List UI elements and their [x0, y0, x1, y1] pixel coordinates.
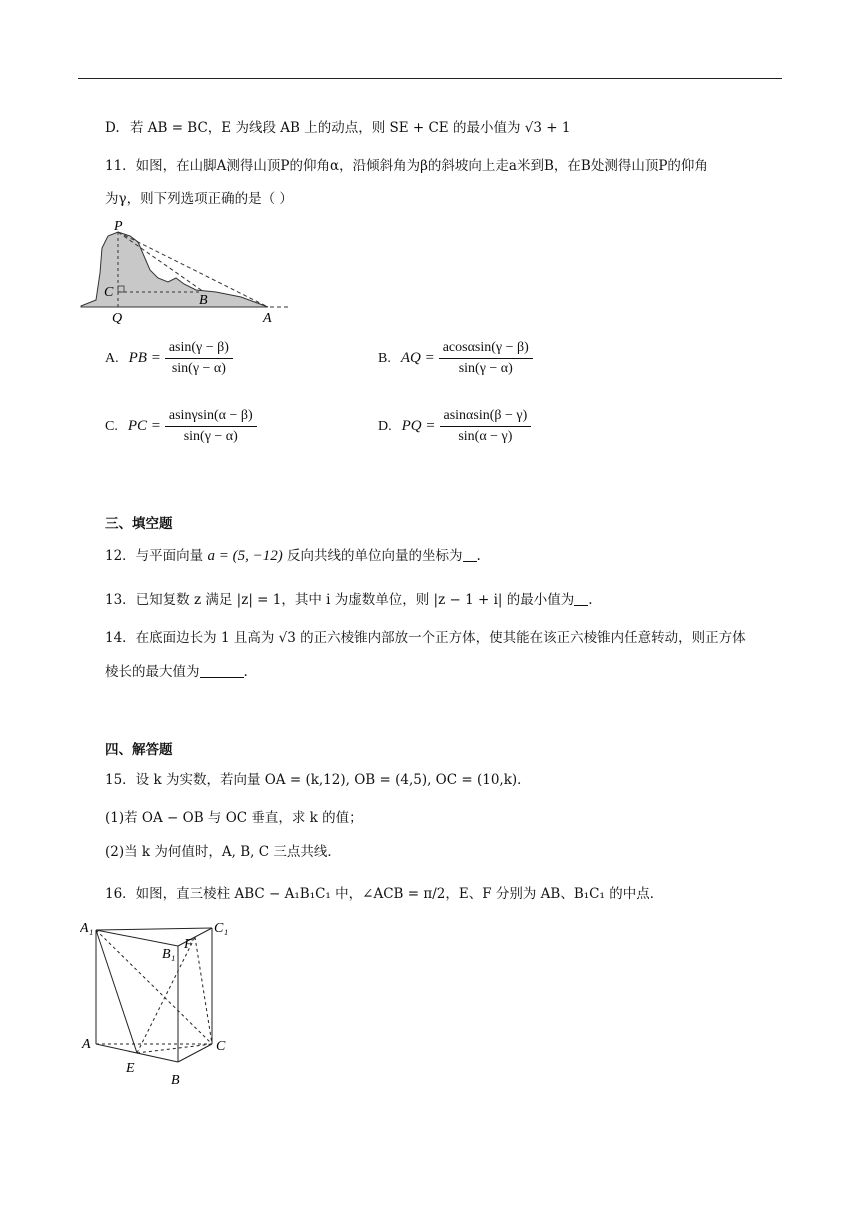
q14-line2: 棱长的最大值为 .	[105, 664, 248, 680]
label-Q: Q	[112, 311, 123, 326]
q11-option-a-den: sin(γ − α)	[171, 361, 226, 376]
label-C: C	[216, 1039, 226, 1054]
label-A: A	[263, 311, 272, 326]
q11-option-b	[378, 340, 533, 377]
q11-option-a-num: asin(γ − β)	[165, 340, 233, 359]
header-rule	[78, 78, 782, 79]
q12-text-after: 反向共线的单位向量的坐标为	[282, 548, 463, 564]
q11-option-c-lhs: PC =	[127, 418, 161, 434]
label-B1: B₁	[162, 947, 176, 962]
q14-line1: 14．在底面边长为 1 且高为 √3 的正六棱锥内部放一个正方体，使其能在该正六棱锥内任意转动，则正方体	[105, 630, 746, 646]
label-B: B	[199, 293, 208, 308]
q11-stem-line1: 11．如图，在山脚A测得山顶P的仰角α，沿倾斜角为β的斜坡向上走a米到B，在B处测得山顶P的仰角	[105, 158, 708, 174]
q12-answer-blank	[463, 547, 477, 562]
q11-option-b-lhs: AQ =	[400, 350, 435, 366]
q11-option-c-num: asinγsin(α − β)	[165, 408, 257, 427]
q12: 12．与平面向量 a = (5, −12) 反向共线的单位向量的坐标为 .	[105, 548, 481, 564]
q10-option-d	[105, 118, 570, 138]
label-P: P	[114, 219, 123, 234]
section-solve-title: 四、解答题	[105, 742, 173, 758]
q10-option-d-label: D.	[105, 120, 120, 136]
label-A1: A₁	[80, 921, 94, 936]
q11-mountain-figure	[76, 218, 296, 328]
q11-option-c-den: sin(γ − α)	[183, 429, 238, 444]
q13-answer-blank	[574, 591, 588, 606]
q12-vector: a = (5, −12)	[207, 548, 283, 564]
q11-option-b-den: sin(γ − α)	[458, 361, 513, 376]
q11-option-d-label: D.	[378, 418, 392, 434]
label-A: A	[82, 1037, 91, 1052]
q11-option-d-lhs: PQ =	[401, 418, 436, 434]
q15-part2: (2)当 k 为何值时，A, B, C 三点共线．	[105, 844, 341, 860]
q11-option-c	[105, 408, 257, 445]
q13-text: 13．已知复数 z 满足 |z| = 1，其中 i 为虚数单位，则 |z − 1 + i| 的最小值为	[105, 592, 575, 608]
q11-option-b-label: B.	[378, 350, 391, 366]
q11-option-b-num: acosαsin(γ − β)	[439, 340, 533, 359]
q11-stem-line2: 为γ，则下列选项正确的是（ ）	[105, 191, 293, 207]
q15-part1: (1)若 OA − OB 与 OC 垂直，求 k 的值；	[105, 810, 363, 826]
label-F: F	[184, 937, 193, 952]
label-C1: C₁	[214, 921, 229, 936]
label-B: B	[171, 1073, 180, 1088]
q11-option-a-label: A.	[105, 350, 119, 366]
q11-option-a	[105, 340, 233, 377]
label-E: E	[126, 1061, 135, 1076]
q11-option-c-label: C.	[105, 418, 118, 434]
q14-line2-text: 棱长的最大值为	[105, 664, 200, 680]
q10-option-d-text: 若 AB = BC，E 为线段 AB 上的动点，则 SE + CE 的最小值为 √3 + 1	[129, 120, 571, 136]
section-fill-in-title: 三、填空题	[105, 516, 173, 532]
q14-answer-blank	[200, 663, 244, 678]
q11-option-d	[378, 408, 531, 445]
q16-stem: 16．如图，直三棱柱 ABC − A₁B₁C₁ 中，∠ACB = π/2，E、F 分别为 AB、B₁C₁ 的中点．	[105, 886, 664, 902]
label-C: C	[104, 285, 114, 300]
q11-option-d-num: asinαsin(β − γ)	[440, 408, 532, 427]
q13: 13．已知复数 z 满足 |z| = 1，其中 i 为虚数单位，则 |z − 1 + i| 的最小值为 .	[105, 592, 593, 608]
q16-prism-figure	[80, 916, 240, 1096]
q15-stem: 15．设 k 为实数，若向量 OA = (k,12), OB = (4,5), OC = (10,k)．	[105, 772, 531, 788]
q11-option-d-den: sin(α − γ)	[458, 429, 513, 444]
q12-text-before: 12．与平面向量	[105, 548, 208, 564]
q11-option-a-lhs: PB =	[128, 350, 161, 366]
